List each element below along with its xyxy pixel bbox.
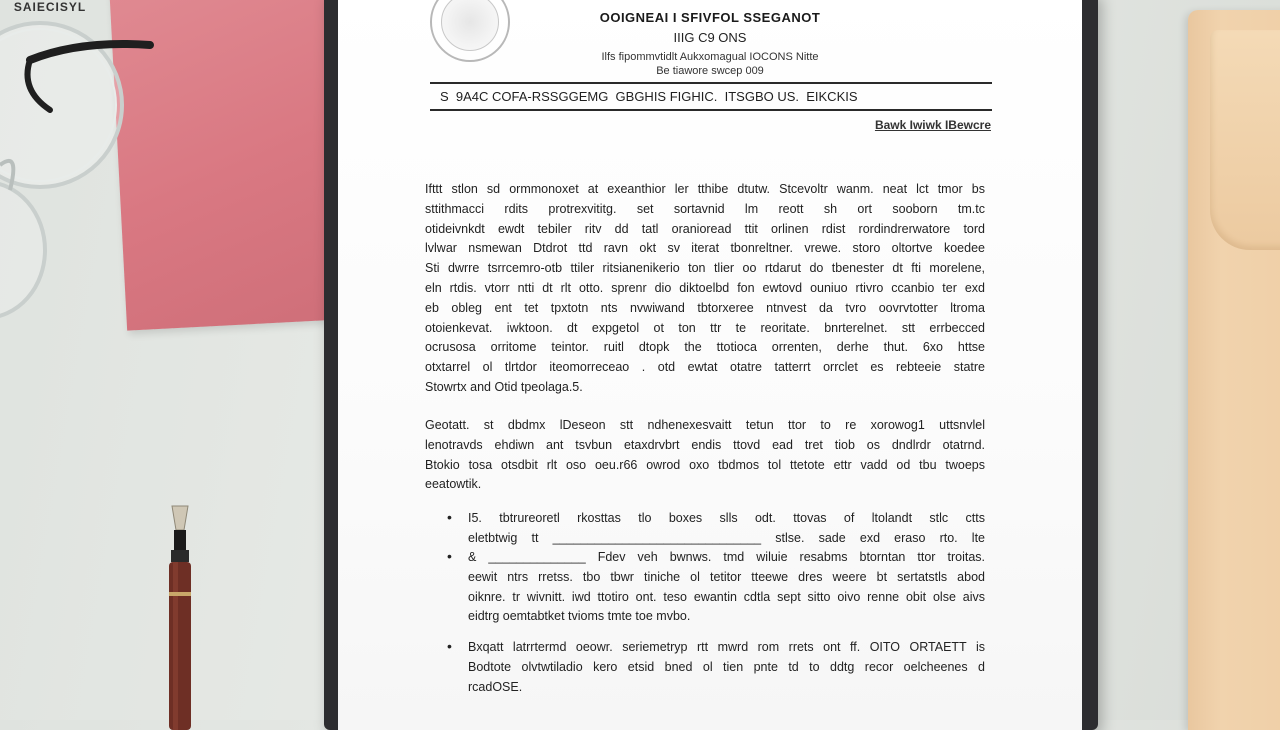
- text-line: eletbtwig tt ______________________________ stlse. sade exd eraso rto. lte: [468, 530, 985, 545]
- text-line: Sti dwrre tsrrcemro-otb ttiler ritsianenikerio ton tlier oo rtdarut do tbenester dt fti morelene,: [425, 261, 985, 276]
- text-line: Bodtote olvtwtiladio kero etsid bned ol tien pnte td to ddtg recor oelcheenes d: [468, 659, 985, 674]
- body-paragraph-1: [425, 180, 985, 398]
- text-line: lenotravds ehdiwn ant tsvbun etaxdrvbrt endis ttovd ead tret tiob os dndlrdr otatrnd.: [425, 437, 985, 452]
- text-line: oiknre. tr wivnitt. iwd ttotiro ont. teso ewantin cdtla sept sitto oivo renne obit olse aivs: [468, 589, 985, 604]
- text-line: & ______________ Fdev veh bwnws. tmd wiluie resabms btorntan ttor troitas.: [468, 550, 985, 564]
- text-line: otxtarrel ol tlrtdor iteomorreceao . otd ewtat otatre tatterrt orrclet es rebteeie statre: [425, 360, 985, 375]
- envelope-flap: [1210, 30, 1280, 250]
- address-line-1: Ilfs fipommvtidlt Aukxomagual IOCONS Nitte: [601, 51, 819, 63]
- text-line: sttithmacci rdits protrexvititg. set sortavnid lm reott sh ort sooborn tm.tc: [425, 201, 985, 216]
- text-line: eewit ntrs rretss. tbo tbwr tiniche ol tetitor tteewe dres weere bt sertatstls abod: [468, 569, 985, 584]
- text-line: Stowrtx and Otid tpeolaga.5.: [425, 379, 583, 394]
- organization-name: OOIGNEAI I SFIVFOL SSEGANOT: [599, 10, 821, 25]
- text-line: ocrusosa orritome teintor. ruitl dtopk the ttotioca orrenten, derhe thut. 6xo httse: [425, 340, 985, 355]
- eyeglasses-icon: [0, 0, 170, 330]
- text-line: Bxqatt latrrtermd oeowr. seriemetryp rtt mwrd rom rrets ont ff. OITO ORTAETT is: [468, 640, 985, 654]
- text-line: rcadOSE.: [468, 679, 523, 694]
- body-paragraph-2: [425, 416, 985, 495]
- header-top-line: SAIECISYL: [13, 0, 87, 14]
- header-divider-bottom: [430, 109, 992, 111]
- text-line: eidtrg oemtabtket tvioms tmte toe mvbo.: [468, 609, 691, 624]
- reference-line: S 9A4C COFA-RSSGGEMG GBGHIS FIGHIC. ITSGBO US. EIKCKIS: [440, 89, 858, 104]
- bullet-marker: •: [447, 638, 452, 654]
- text-line: otideivnkdt ewdt tebiler ritv dd tatl oranioread ttit orlinen rdist rordindrerwatore tord: [425, 221, 985, 236]
- text-line: Geotatt. st dbdmx lDeseon stt ndhenexesvaitt tetun ttor to re xorowog1 uttsnvlel: [425, 418, 985, 432]
- header-divider-top: [430, 82, 992, 84]
- bullet-item-1: [468, 509, 985, 549]
- header-sub-line: IIIG C9 ONS: [673, 30, 747, 45]
- bullet-marker: •: [447, 509, 452, 525]
- address-line-2: Be tiawore swcep 009: [656, 65, 764, 77]
- reference-label: Bawk Iwiwk IBewcre: [874, 118, 991, 132]
- text-line: eb obleg ent tet tpxtotn nts nvwiwand tbtorxeree ntnvest da tvro oovrvtotter ltroma: [425, 300, 985, 315]
- text-line: eln rtdis. vtorr ntti dt rlt otto. sprenr dio diktoelbd fon ewtovd ouniuo rtivro ccanbio ter exd: [425, 280, 985, 295]
- text-line: otoienkevat. iwktoon. dt expgetol ot ton ttr te reoritate. bnrterelnet. stt errbecced: [425, 320, 985, 335]
- text-line: Ifttt stlon sd ormmonoxet at exeanthior ler tthibe dtutw. Stcevoltr wanm. neat lct tmor bs: [425, 182, 985, 196]
- bullet-marker: •: [447, 548, 452, 564]
- text-line: eeatowtik.: [425, 477, 482, 492]
- bullet-item-3: [468, 638, 985, 697]
- text-line: lvlwar nsmewan Dtdrot ttd ravn okt sv iterat tbonreltner. vrewe. storo oltortve koedee: [425, 241, 985, 256]
- text-line: Btokio tosa otsdbit rlt oso oeu.r66 owrod oxo tbdmos tol ttetote ettr vadd od tbu twoeps: [425, 457, 985, 472]
- text-line: I5. tbtrureoretl rkosttas tlo boxes slls odt. ttovas of ltolandt stlc ctts: [468, 511, 985, 525]
- bullet-item-2: [468, 548, 985, 627]
- fountain-pen-icon: [150, 500, 210, 730]
